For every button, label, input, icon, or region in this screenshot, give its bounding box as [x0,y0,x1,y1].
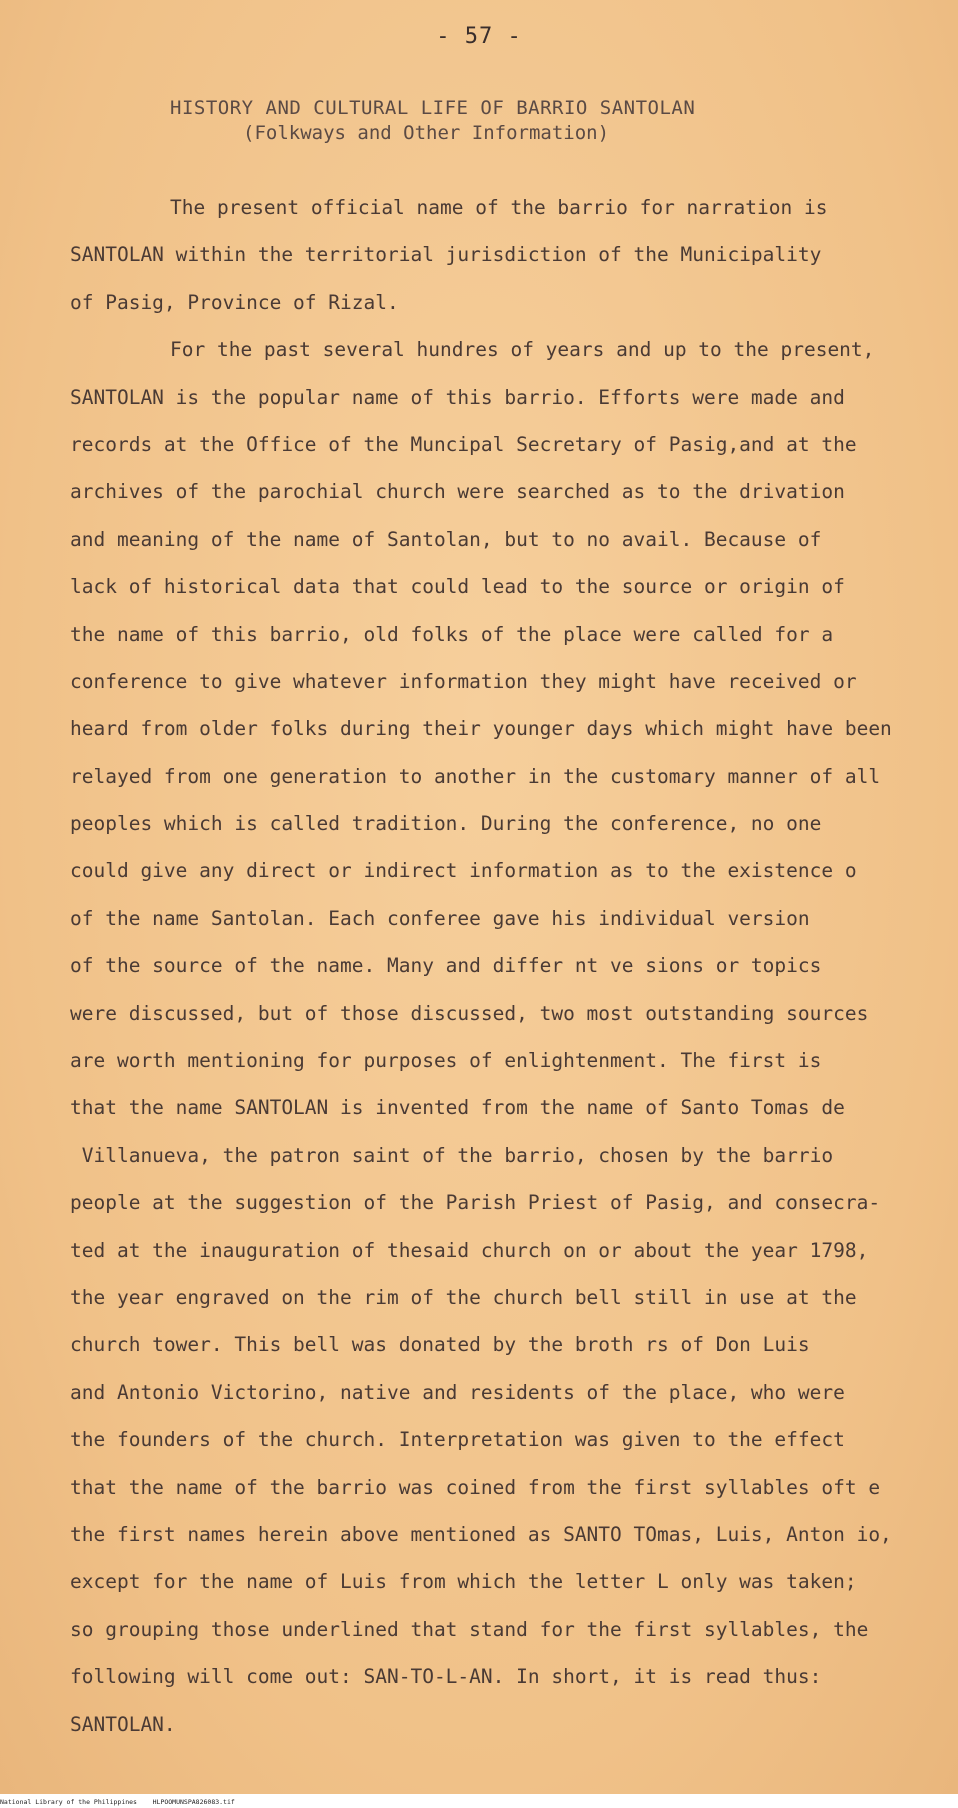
text-line: so grouping those underlined that stand for the first syllables, the [70,1617,869,1641]
text-line: ted at the inauguration of thesaid church on or about the year 1798, [70,1238,869,1262]
text-line: The present official name of the barrio for narration is [170,196,828,219]
text-line: are worth mentioning for purposes of enlightenment. The first is [70,1049,822,1073]
text-line: and meaning of the name of Santolan, but to no avail. Because of [70,527,822,551]
text-line: archives of the parochial church were searched as to the drivation [70,480,845,504]
text-line: church tower. This bell was donated by the broth rs of Don Luis [70,1333,810,1357]
text-line: of the name Santolan. Each conferee gave his individual version [70,906,810,930]
text-line: heard from older folks during their younger days which might have been [70,717,892,741]
text-line: SANTOLAN is the popular name of this barrio. Efforts were made and [70,385,845,409]
text-line: that the name of the barrio was coined from the first syllables oft e [70,1475,881,1499]
text-line: people at the suggestion of the Parish Priest of Pasig, and consecra- [70,1191,881,1215]
text-line: that the name SANTOLAN is invented from the name of Santo Tomas de [70,1096,845,1120]
text-line: relayed from one generation to another in the customary manner of all [70,764,881,788]
text-line: the founders of the church. Interpretation was given to the effect [70,1428,845,1452]
text-line: the year engraved on the rim of the church bell still in use at the [70,1285,857,1309]
text-line: the first names herein above mentioned as SANTO TOmas, Luis, Anton io, [70,1522,892,1546]
page-number: - 57 - [436,24,522,49]
text-line: records at the Office of the Muncipal Secretary of Pasig,and at the [70,432,857,456]
text-line: the name of this barrio, old folks of the place were called for a [70,622,834,646]
text-line: SANTOLAN within the territorial jurisdiction of the Municipality [70,243,822,267]
text-line: of the source of the name. Many and differ nt ve sions or topics [70,954,822,978]
source-footer: National Library of the Philippines HLPOOMUNSPA826083.tif [0,1798,235,1806]
text-line: lack of historical data that could lead to the source or origin of [70,575,845,599]
document-subtitle: (Folkways and Other Information) [243,122,610,144]
text-line: could give any direct or indirect information as to the existence o [70,859,857,883]
text-line: of Pasig, Province of Rizal. [70,290,399,314]
text-line: following will come out: SAN-TO-L-AN. In short, it is read thus: [70,1665,822,1689]
text-line: were discussed, but of those discussed, two most outstanding sources [70,1001,869,1025]
text-line: SANTOLAN. [70,1712,176,1736]
text-line: Villanueva, the patron saint of the barrio, chosen by the barrio [70,1143,834,1167]
text-line: except for the name of Luis from which the letter L only was taken; [70,1570,857,1594]
text-line: conference to give whatever information they might have received or [70,669,857,693]
body-text [70,188,920,1752]
document-title: HISTORY AND CULTURAL LIFE OF BARRIO SANTOLAN [170,97,696,119]
text-line: and Antonio Victorino, native and residents of the place, who were [70,1380,845,1404]
text-line: For the past several hundres of years and up to the present, [170,338,875,362]
text-line: peoples which is called tradition. During the conference, no one [70,812,822,836]
